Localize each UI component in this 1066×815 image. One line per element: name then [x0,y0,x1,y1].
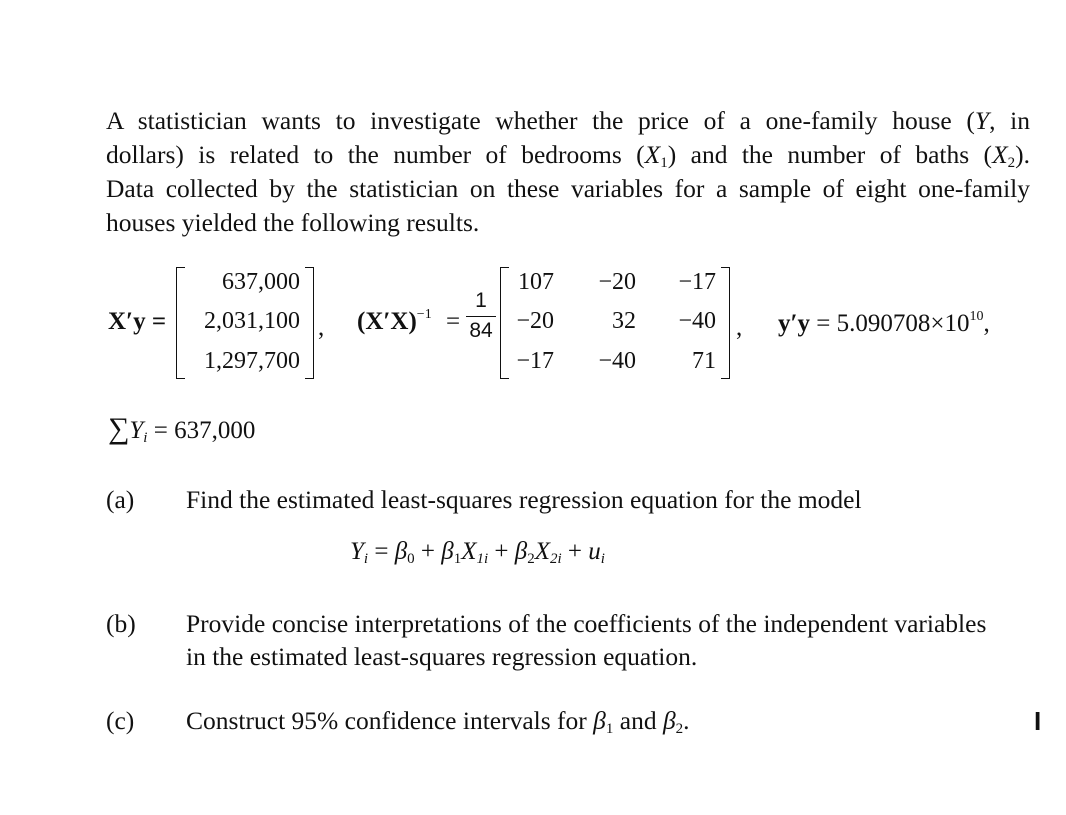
xty-label: X′y = [108,308,167,335]
part-a-label: (a) [106,485,135,514]
part-b-line-1: Provide concise interpretations of the coefficients of the independent variables [186,609,987,638]
matrix-cell: 71 [692,348,716,374]
matrix-cell: −20 [516,308,554,334]
xty-vector [176,267,314,377]
xtx-equals: = [446,308,461,335]
xtx-inv-label: $(X'X)^{-1}$ [357,307,432,335]
fraction-bar [466,316,496,317]
part-b-label: (b) [106,609,136,638]
sum-y-expression: $\sum Y_i = 637,000$ [108,412,256,446]
xtx-inverse-matrix [500,267,730,377]
xty-cell: 2,031,100 [204,308,300,334]
text-cursor-mark: I [1034,706,1042,736]
matrix-cell: 107 [518,269,554,295]
part-c-label: (c) [106,706,135,735]
left-bracket [176,267,185,379]
intro-line-1: A statistician wants to investigate whether the price of a one-family house (Y, in [106,106,1030,135]
problem-statement [106,104,1030,240]
part-b-line-2: in the estimated least-squares regression equation. [186,642,698,671]
yty-expression: $y'y = 5.090708\times 10^{10}$, [778,309,990,337]
intro-line-3: Data collected by the statistician on these variables for a sample of eight one-family [106,174,1030,203]
part-a-text: Find the estimated least-squares regression equation for the model [186,485,862,514]
xty-comma: , [318,314,325,341]
intro-line-2: dollars) is related to the number of bedrooms $(X_1)$ and the number of baths $(X_2)$. [106,140,1031,171]
xty-cell: 1,297,700 [204,348,300,374]
part-b-text [186,607,986,673]
matrix-cell: 32 [612,308,636,334]
right-bracket [721,267,730,379]
intro-line-4: houses yielded the following results. [106,208,480,237]
left-bracket [500,267,509,379]
model-equation: $Y_i = \beta_0 + \beta_1X_{1i} + \beta_2X_{2i} + u_i$ [350,538,605,567]
fraction-denominator: 84 [469,319,493,342]
xtx-comma: , [736,314,743,341]
matrix-cell: −17 [516,348,554,374]
matrix-cell: −40 [598,348,636,374]
matrix-cell: −40 [678,308,716,334]
fraction-one-over-84 [466,288,496,344]
matrix-cell: −17 [678,269,716,295]
part-c-text: Construct 95% confidence intervals for $\beta_1$ and $\beta_2$. [186,706,690,737]
xty-cell: 637,000 [222,269,300,295]
fraction-numerator: 1 [475,289,487,312]
matrix-cell: −20 [598,269,636,295]
right-bracket [305,267,314,379]
